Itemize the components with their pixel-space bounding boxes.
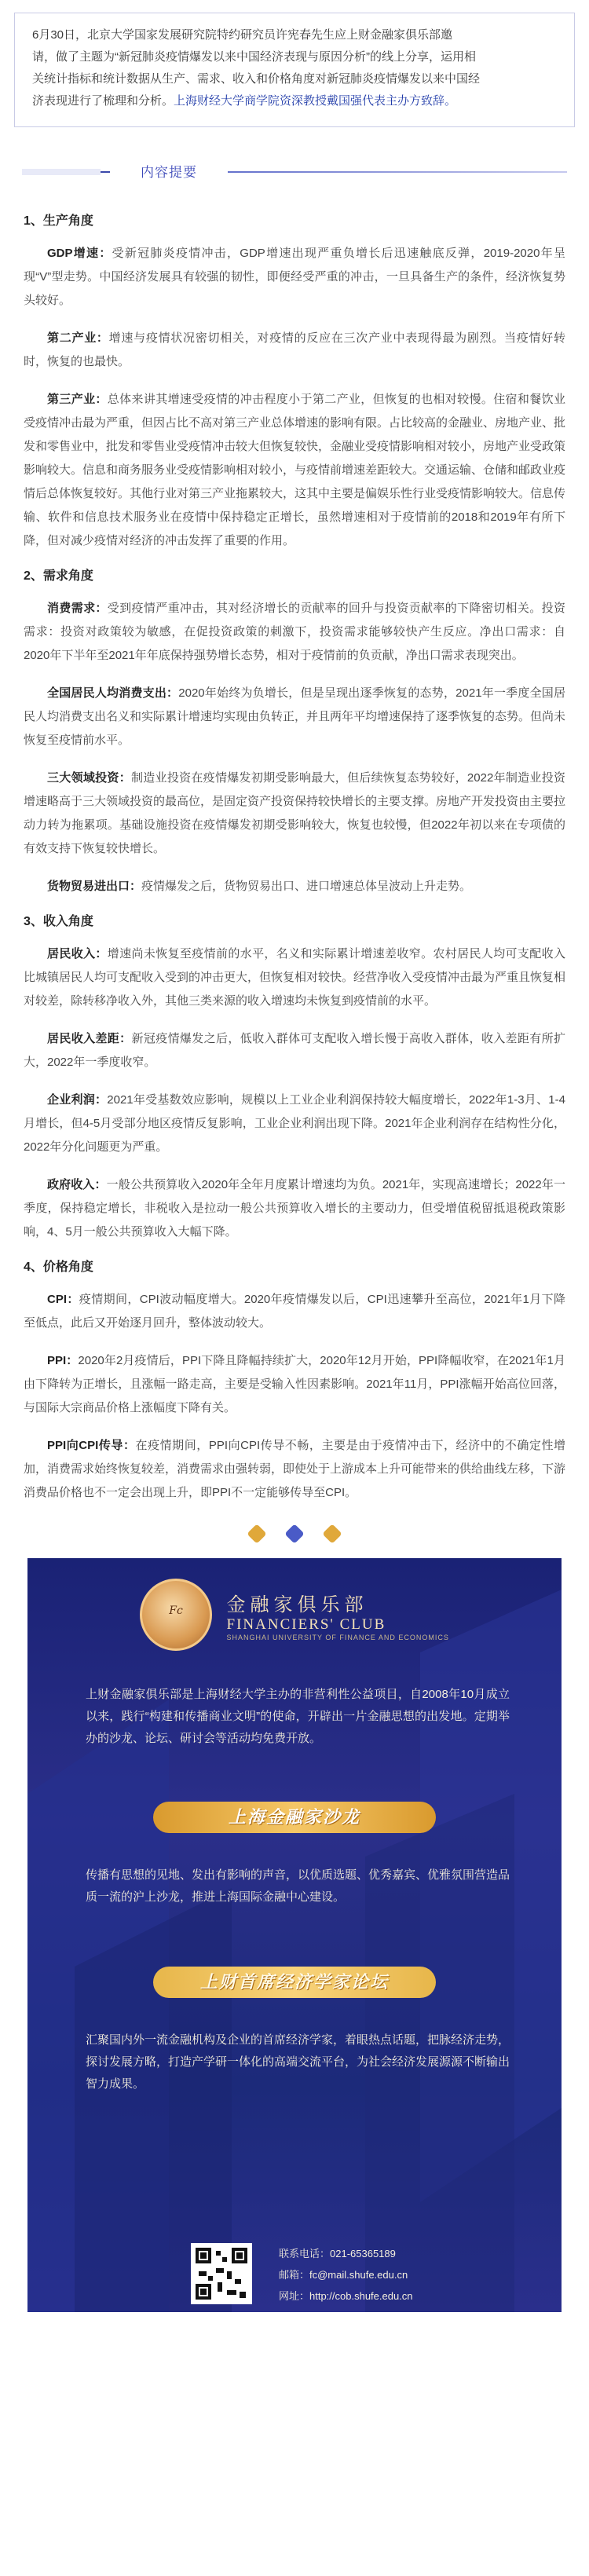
paragraph-lead: 消费需求： bbox=[47, 602, 108, 615]
section-title: 4、价格角度 bbox=[24, 1261, 93, 1274]
section-title: 3、收入角度 bbox=[24, 915, 93, 928]
paragraph-text: 2020年2月疫情后，PPI下降且降幅持续扩大，2020年12月开始，PPI降幅收窄，在2021年1月由下降转为正增长，且涨幅一路走高，主要是受输入性因素影响。2021年11月，PPI涨幅开始高位回落，与国际大宗商品价格上涨幅度下降有关。 bbox=[24, 1354, 565, 1414]
salon-description: 传播有思想的见地、发出有影响的声音，以优质选题、优秀嘉宾、优雅氛围营造品质一流的沪上沙龙，推进上海国际金融中心建设。 bbox=[86, 1868, 510, 1904]
paragraph bbox=[24, 682, 565, 752]
paragraph-lead: PPI： bbox=[47, 1354, 79, 1367]
paragraph-lead: 企业利润： bbox=[47, 1093, 108, 1107]
paragraph-lead: 货物贸易进出口： bbox=[47, 880, 142, 893]
intro-box bbox=[14, 13, 575, 127]
club-name-sub: SHANGHAI UNIVERSITY OF FINANCE AND ECONOMICS bbox=[226, 1633, 449, 1641]
paragraph-lead: 居民收入差距： bbox=[47, 1032, 132, 1045]
paragraph-text: 2020年始终为负增长，但是呈现出逐季恢复的态势，2021年一季度全国居民人均消费支出名义和实际累计增速均实现由负转正，并且两年平均增速保持了逐季恢复的态势。但尚未恢复至疫情前水平。 bbox=[24, 686, 566, 747]
club-background-pattern bbox=[27, 1558, 562, 2312]
club-name-cn: 金融家俱乐部 bbox=[226, 1593, 368, 1615]
paragraph bbox=[24, 1173, 565, 1244]
paragraph-text: 制造业投资在疫情爆发初期受影响最大，但后续恢复态势较好，2022年制造业投资增速略高于三大领域投资的最高位，是固定资产投资保持较快增长的主要支撑。房地产开发投资由主要拉动力转为拖累项。基础设施投资在疫情爆发初期受影响较大，恢复也较慢，但2022年初以来在专项债的有效支持下恢复较快增长。 bbox=[24, 771, 566, 855]
contact-website[interactable]: 网址：http://cob.shufe.edu.cn bbox=[279, 2290, 413, 2302]
paragraph bbox=[24, 388, 565, 553]
club-card bbox=[27, 1558, 562, 2312]
paragraph-text: 在疫情期间，PPI向CPI传导不畅，主要是由于疫情冲击下，经济中的不确定性增加，消费需求始终恢复较差，消费需求由强转弱，即使处于上游成本上升可能带来的供给曲线左移，下游消费品价格也不一定会出现上升，即PPI不一定能够传导至CPI。 bbox=[24, 1439, 566, 1499]
paragraph-text: 一般公共预算收入2020年全年月度累计增速均为负。2021年，实现高速增长；2022年一季度，保持稳定增长，非税收入是拉动一般公共预算收入增长的主要动力，但受增值税留抵退税政策影响，4、5月一般公共预算收入大幅下降。 bbox=[24, 1178, 565, 1239]
paragraph-text: 增速尚未恢复至疫情前的水平，名义和实际累计增速差收窄。农村居民人均可支配收入比城镇居民人均可支配收入受到的冲击更大，但恢复相对较快。经营净收入受疫情冲击最为严重且恢复相对较差，除转移净收入外，其他三类来源的收入增速均未恢复到疫情前的水平。 bbox=[24, 947, 566, 1008]
paragraph-text: 总体来讲其增速受疫情的冲击程度小于第二产业，但恢复的也相对较慢。住宿和餐饮业受疫情冲击最为严重，但因占比不高对第三产业总体增速的影响有限。占比较高的金融业、房地产业、批发和零售业中，批发和零售业受疫情冲击较大但恢复较快，金融业受疫情影响相对较小，房地产业受政策影响较大。信息和商务服务业受疫情影响相对较小，与疫情前增速差距较大。交通运输、仓储和邮政业疫情后总体恢复较好。其他行业对第三产业拖累较大，这其中主要是偏娱乐性行业受疫情影响较大。信息传输、软件和信息技术服务业在疫情中保持稳定正增长，虽然增速相对于疫情前的2018和2019年有所下降，但对减少疫情对经济的冲击发挥了重要的作用。 bbox=[24, 393, 566, 547]
paragraph bbox=[24, 327, 565, 374]
paragraph-lead: CPI： bbox=[47, 1293, 79, 1306]
paragraph bbox=[24, 597, 565, 668]
section-header-rule bbox=[22, 171, 567, 173]
dot-icon bbox=[322, 1524, 342, 1543]
intro-line: 6月30日，北京大学国家发展研究院特约研究员许宪春先生应上财金融家俱乐部邀 bbox=[32, 28, 453, 42]
intro-line-end: 济表现进行了梳理和分析。 bbox=[32, 94, 174, 108]
contact-phone: 联系电话：021-65365189 bbox=[279, 2248, 396, 2259]
section-header bbox=[0, 156, 589, 198]
paragraph bbox=[24, 942, 565, 1013]
paragraph-text: 新冠疫情爆发之后，低收入群体可支配收入增长慢于高收入群体，收入差距有所扩大，2022年一季度收窄。 bbox=[24, 1032, 565, 1069]
paragraph bbox=[24, 1027, 565, 1074]
paragraph-text: 疫情爆发之后，货物贸易出口、进口增速总体呈波动上升走势。 bbox=[141, 880, 472, 893]
paragraph-text: 受新冠肺炎疫情冲击，GDP增速出现严重负增长后迅速触底反弹，2019-2020年呈现“V”型走势。中国经济发展具有较强的韧性，即便经受严重的冲击，一旦具备生产的条件，经济恢复势头较好。 bbox=[24, 247, 565, 307]
club-description: 上财金融家俱乐部是上海财经大学主办的非营利性公益项目，自2008年10月成立以来，践行“构建和传播商业文明”的使命，开辟出一片金融思想的出发地。定期举办的沙龙、论坛、研讨会等活动均免费开放。 bbox=[86, 1688, 510, 1745]
paragraph-text: 增速与疫情状况密切相关，对疫情的反应在三次产业中表现得最为剧烈。当疫情好转时，恢复的也最快。 bbox=[24, 331, 565, 368]
paragraph bbox=[24, 1089, 565, 1159]
intro-line: 关统计指标和统计数据从生产、需求、收入和价格角度对新冠肺炎疫情爆发以来中国经 bbox=[32, 72, 481, 86]
club-logo bbox=[27, 1579, 562, 1651]
salon-banner[interactable]: 上海金融家沙龙 bbox=[153, 1802, 436, 1833]
paragraph-lead: 政府收入： bbox=[47, 1178, 107, 1191]
paragraph bbox=[24, 242, 565, 313]
paragraph-text: 受到疫情严重冲击，其对经济增长的贡献率的回升与投资贡献率的下降密切相关。投资需求：投资对政策较为敏感，在促投资政策的刺激下，投资需求能够较快产生反应。净出口需求：自2020年下半年至2021年年底保持强势增长态势，相对于疫情前的负贡献，净出口需求表现突出。 bbox=[24, 602, 565, 662]
section-header-accent bbox=[22, 169, 101, 175]
paragraph-lead: 第二产业： bbox=[47, 331, 109, 345]
qr-code-pattern bbox=[196, 2248, 247, 2300]
intro-line: 请，做了主题为“新冠肺炎疫情爆发以来中国经济表现与原因分析”的线上分享，运用相 bbox=[32, 50, 476, 64]
paragraph bbox=[24, 1349, 565, 1420]
paragraph-lead: GDP增速： bbox=[47, 247, 112, 260]
paragraph-text: 2021年受基数效应影响，规模以上工业企业利润保持较大幅度增长，2022年1-3月、1-4月增长，但4-5月受部分地区疫情反复影响，工业企业利润出现下降。2021年企业利润存在结构性分化，2022年分化问题更为严重。 bbox=[24, 1093, 565, 1154]
paragraph-lead: 居民收入： bbox=[47, 947, 108, 961]
paragraph bbox=[24, 1434, 565, 1505]
contact-info bbox=[279, 2243, 413, 2307]
forum-description: 汇聚国内外一流金融机构及企业的首席经济学家，着眼热点话题，把脉经济走势，探讨发展方略，打造产学研一体化的高端交流平台，为社会经济发展源源不断输出智力成果。 bbox=[86, 2033, 510, 2091]
paragraph bbox=[24, 1288, 565, 1335]
dot-icon bbox=[247, 1524, 266, 1543]
section-title: 1、生产角度 bbox=[24, 214, 93, 228]
paragraph-lead: 第三产业： bbox=[47, 393, 108, 406]
intro-tail: 上海财经大学商学院资深教授戴国强代表主办方致辞。 bbox=[174, 94, 457, 108]
paragraph-text: 疫情期间，CPI波动幅度增大。2020年疫情爆发以后，CPI迅速攀升至高位，2021年1月下降至低点，此后又开始逐月回升，整体波动较大。 bbox=[24, 1293, 565, 1330]
club-emblem-icon bbox=[140, 1579, 212, 1651]
dot-icon bbox=[284, 1524, 304, 1543]
paragraph-lead: PPI向CPI传导： bbox=[47, 1439, 136, 1452]
section-header-title: 内容提要 bbox=[110, 162, 228, 184]
club-name-en: FINANCIERS' CLUB bbox=[226, 1615, 386, 1633]
club-emblem-mark: Fc bbox=[169, 1605, 183, 1617]
paragraph-lead: 全国居民人均消费支出： bbox=[47, 686, 179, 700]
intro-line bbox=[32, 90, 557, 112]
paragraph-lead: 三大领域投资： bbox=[47, 771, 131, 785]
qr-code[interactable] bbox=[191, 2243, 252, 2304]
divider-dots bbox=[0, 1527, 589, 1541]
section-title: 2、需求角度 bbox=[24, 569, 93, 583]
article-content bbox=[0, 212, 589, 1505]
club-logo-text bbox=[227, 1589, 449, 1641]
contact-email[interactable]: 邮箱：fc@mail.shufe.edu.cn bbox=[279, 2269, 408, 2281]
paragraph bbox=[24, 767, 565, 861]
forum-banner[interactable]: 上财首席经济学家论坛 bbox=[153, 1967, 436, 1998]
paragraph bbox=[24, 875, 565, 898]
